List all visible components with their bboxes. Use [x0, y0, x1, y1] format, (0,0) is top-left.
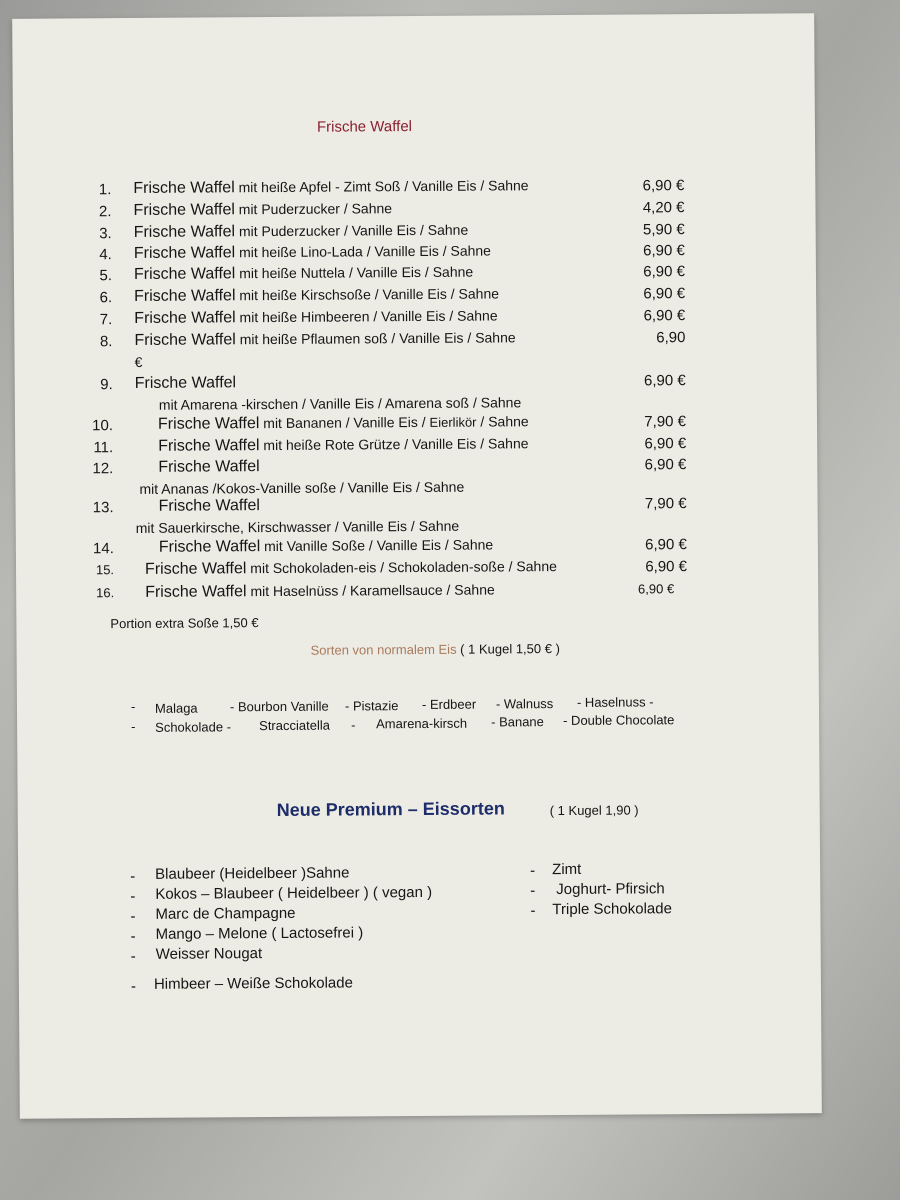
item-price: 7,90 €	[644, 495, 687, 513]
flavor: Stracciatella	[259, 717, 330, 734]
item-name: Frische Waffel	[158, 437, 260, 455]
item-description	[145, 558, 557, 579]
item-price: 6,90 €	[643, 372, 686, 390]
item-price: 6,90	[656, 329, 686, 347]
flavor: - Bourbon Vanille	[229, 698, 329, 715]
waffle-list	[12, 13, 814, 601]
premium-flavor: Blaubeer (Heidelbeer )Sahne	[155, 864, 350, 883]
item-price: 6,90 €	[643, 307, 686, 325]
list-bullet: -	[530, 882, 536, 900]
item-name: Frische Waffel	[134, 331, 236, 349]
item-price: 5,90 €	[642, 221, 685, 239]
item-description	[159, 536, 493, 556]
normal-ice-price: ( 1 Kugel 1,50 € )	[456, 641, 560, 657]
item-name: Frische Waffel	[158, 458, 260, 476]
menu-paper	[12, 13, 822, 1119]
premium-heading: Neue Premium – Eissorten	[276, 798, 505, 820]
flavor: - Double Chocolate	[563, 712, 675, 728]
flavor: - Walnuss	[495, 696, 554, 712]
item-subline: mit Ananas /Kokos-Vanille soße / Vanille Eis / Sahne	[139, 478, 465, 497]
premium-flavor: Triple Schokolade	[552, 900, 672, 919]
item-price: 6,90 €	[637, 581, 675, 597]
item-number: 16.	[96, 585, 115, 601]
item-name: Frische Waffel	[158, 538, 261, 556]
flavor: Schokolade -	[155, 719, 232, 735]
item-number: 13.	[92, 499, 114, 517]
item-number: 1.	[98, 181, 112, 199]
premium-price-note: ( 1 Kugel 1,90 )	[549, 802, 639, 819]
item-description	[158, 458, 259, 477]
item-price: 6,90 €	[645, 536, 687, 554]
item-price: 6,90 €	[644, 435, 687, 453]
premium-flavor: Marc de Champagne	[155, 904, 296, 923]
item-number: 3.	[99, 225, 112, 243]
dash: -	[351, 717, 356, 733]
normal-ice-label: Sorten von normalem Eis	[310, 641, 457, 658]
list-bullet: -	[130, 947, 136, 966]
item-description	[134, 264, 473, 284]
item-description	[134, 329, 515, 350]
list-bullet: -	[130, 927, 136, 946]
item-name: Frische Waffel	[133, 265, 236, 283]
item-price: 4,20 €	[642, 199, 685, 217]
menu-item	[12, 13, 814, 199]
item-name: Frische Waffel	[144, 560, 247, 578]
item-details: mit Haselnüss / Karamellsauce / Sahne	[246, 581, 495, 600]
item-price: 6,90 €	[643, 242, 685, 260]
item-details: mit heiße Lino-Lada / Vanille Eis / Sahne	[235, 242, 491, 261]
dash: -	[131, 718, 136, 734]
item-name: Frische Waffel	[134, 309, 236, 327]
item-number: 12.	[92, 460, 114, 478]
item-description	[135, 374, 236, 393]
list-bullet: -	[130, 977, 136, 996]
item-subline: mit Amarena -kirschen / Vanille Eis / Amarena soß / Sahne	[158, 394, 522, 413]
item-name: Frische Waffel	[134, 287, 236, 305]
list-bullet: -	[530, 862, 536, 880]
menu-title: Frische Waffel	[316, 118, 413, 136]
item-details: mit Vanille Soße / Vanille Eis / Sahne	[260, 536, 494, 555]
item-price: 6,90 €	[643, 285, 686, 303]
item-number: 15.	[95, 562, 115, 578]
premium-flavor: Zimt	[552, 860, 582, 879]
item-description	[133, 177, 528, 198]
item-number: 4.	[99, 246, 112, 264]
premium-flavor: Mango – Melone ( Lactosefrei )	[155, 924, 364, 943]
item-name: Frische Waffel	[133, 201, 235, 219]
premium-flavor: Joghurt- Pfirsich	[556, 880, 665, 899]
item-number: 7.	[99, 311, 113, 329]
item-name: Frische Waffel	[158, 497, 260, 515]
premium-flavor: Himbeer – Weiße Schokolade	[153, 974, 353, 993]
item-price: 6,90 €	[645, 558, 688, 576]
item-name: Frische Waffel	[133, 223, 236, 241]
flavor: - Erdbeer	[421, 696, 477, 712]
flavor: Malaga	[154, 700, 198, 716]
item-description	[158, 435, 528, 456]
item-number: 2.	[98, 203, 112, 221]
item-details: mit heiße Kirschsoße / Vanille Eis / Sahne	[235, 285, 500, 304]
flavor: - Pistazie	[344, 698, 399, 714]
item-details: mit heiße Nuttela / Vanille Eis / Sahne	[235, 263, 474, 282]
item-name: Frische Waffel	[133, 244, 236, 262]
item-details: mit Puderzucker / Sahne	[234, 200, 393, 218]
item-number: 10.	[92, 417, 114, 435]
list-bullet: -	[130, 887, 136, 906]
item-wrapped-text: €	[134, 353, 143, 370]
item-details-after: / Sahne	[476, 413, 529, 430]
item-description	[145, 581, 495, 601]
item-details-small: Eierlikör	[429, 414, 477, 430]
normal-ice-heading	[311, 641, 560, 658]
item-name: Frische Waffel	[133, 179, 235, 197]
item-description	[134, 242, 491, 262]
item-details: mit heiße Rote Grütze / Vanille Eis / Sahne	[259, 435, 529, 454]
item-subline: mit Sauerkirsche, Kirschwasser / Vanille Eis / Sahne	[135, 517, 460, 536]
item-name: Frische Waffel	[157, 415, 260, 433]
item-description	[158, 413, 529, 434]
list-bullet: -	[130, 907, 136, 926]
flavor: - Banane	[491, 714, 544, 730]
item-number: 11.	[93, 439, 114, 457]
flavor: Amarena-kirsch	[376, 715, 468, 732]
item-name: Frische Waffel	[134, 374, 237, 392]
item-price: 6,90 €	[643, 263, 686, 281]
item-description	[133, 200, 392, 220]
item-number: 14.	[92, 540, 114, 558]
item-description	[159, 497, 260, 516]
item-price: 7,90 €	[644, 413, 687, 431]
item-number: 8.	[99, 333, 113, 351]
extra-sauce-note: Portion extra Soße 1,50 €	[110, 615, 259, 632]
item-price: 6,90 €	[644, 456, 687, 474]
premium-flavor: Weisser Nougat	[155, 945, 263, 963]
item-description	[134, 285, 499, 306]
dash: -	[130, 698, 136, 715]
item-number: 6.	[99, 289, 113, 307]
item-number: 5.	[99, 267, 113, 285]
item-details: mit Schokoladen-eis / Schokoladen-soße / Sahne	[246, 558, 557, 577]
item-details: mit heiße Apfel - Zimt Soß / Vanille Eis / Sahne	[234, 177, 529, 196]
list-bullet: -	[130, 867, 136, 886]
item-details: mit Bananen / Vanille Eis /	[259, 413, 430, 432]
item-details: mit heiße Himbeeren / Vanille Eis / Sahne	[235, 307, 498, 326]
flavor: - Haselnuss -	[576, 694, 654, 710]
item-details: mit Puderzucker / Vanille Eis / Sahne	[234, 221, 469, 240]
item-number: 9.	[100, 376, 113, 394]
item-name: Frische Waffel	[145, 583, 247, 601]
item-description	[134, 222, 469, 242]
list-bullet: -	[530, 902, 536, 920]
item-details: mit heiße Pflaumen soß / Vanille Eis / Sahne	[235, 329, 516, 348]
premium-flavor: Kokos – Blaubeer ( Heidelbeer ) ( vegan )	[155, 883, 433, 903]
item-price: 6,90 €	[642, 177, 685, 195]
item-description	[134, 307, 497, 328]
